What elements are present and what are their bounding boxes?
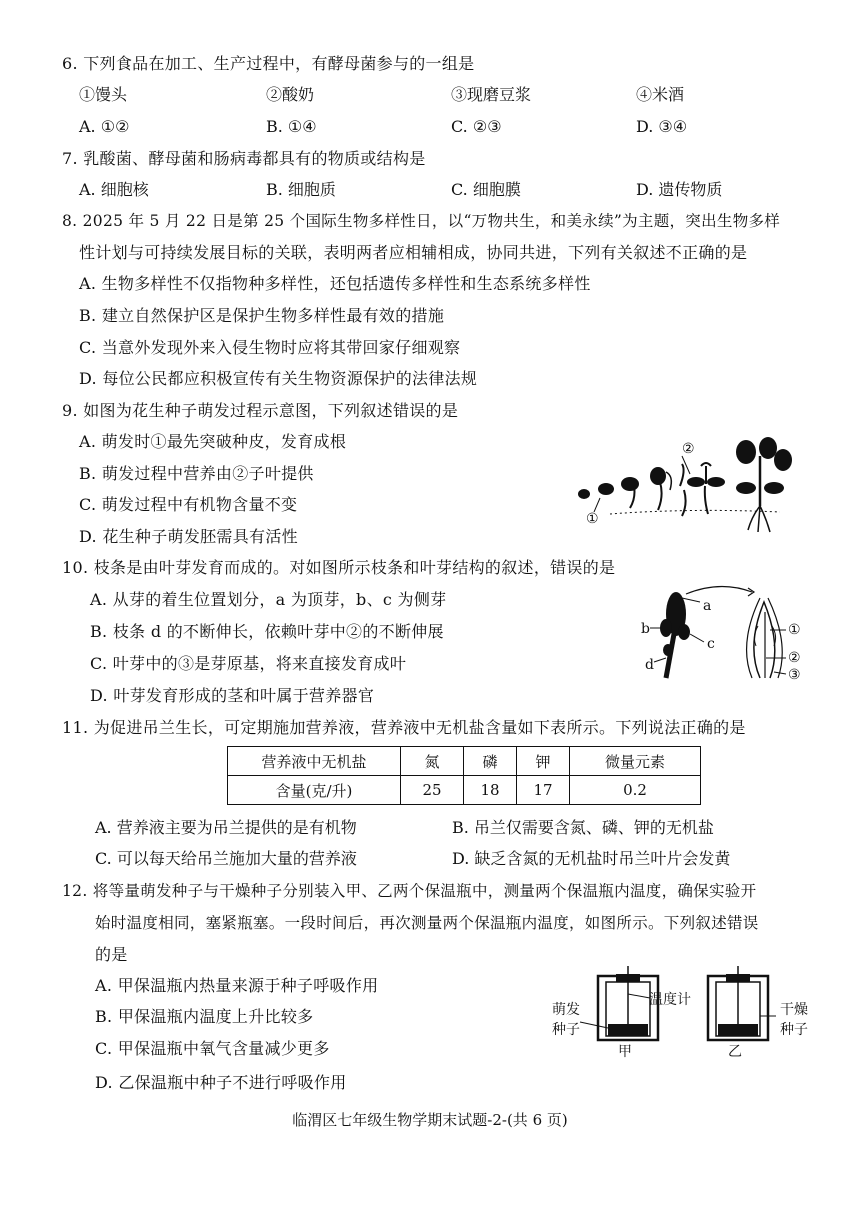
q9-option-c: C. 萌发过程中有机物含量不变: [79, 495, 298, 514]
table-header-row: [228, 747, 701, 776]
q12-label-dry-top: 干燥: [780, 1002, 808, 1018]
q10-label-d: d: [645, 657, 654, 673]
q8-stem-line-2: 性计划与可持续发展目标的关联，表明两者应相辅相成，协同共进，下列有关叙述不正确的是: [79, 243, 748, 262]
q11-option-d: D. 缺乏含氮的无机盐时吊兰叶片会发黄: [452, 849, 731, 868]
nutrient-table: [227, 746, 701, 805]
q7-option-d: D. 遗传物质: [636, 180, 723, 199]
q12-label-germinating-top: 萌发: [552, 1002, 580, 1018]
q10-label-a: a: [703, 598, 712, 614]
q6-item-4: ④米酒: [636, 85, 685, 104]
q6-item-2: ②酸奶: [266, 85, 315, 104]
q8-option-d: D. 每位公民都应积极宣传有关生物资源保护的法律法规: [79, 369, 478, 388]
q12-label-jar-yi: 乙: [728, 1044, 742, 1060]
q8-option-a: A. 生物多样性不仅指物种多样性，还包括遗传多样性和生态系统多样性: [79, 274, 591, 293]
q11-option-c: C. 可以每天给吊兰施加大量的营养液: [95, 849, 357, 868]
q9-label-radicle: ①: [586, 511, 599, 527]
q7-option-b: B. 细胞质: [266, 180, 336, 199]
q9-option-d: D. 花生种子萌发胚需具有活性: [79, 527, 298, 546]
table-header-cell: 氮: [401, 747, 464, 776]
q8-option-b: B. 建立自然保护区是保护生物多样性最有效的措施: [79, 306, 445, 325]
q10-label-2: ②: [788, 650, 801, 666]
q9-option-b: B. 萌发过程中营养由②子叶提供: [79, 464, 314, 483]
table-cell: 0.2: [570, 776, 701, 805]
q10-option-a: A. 从芽的着生位置划分，a 为顶芽，b、c 为侧芽: [90, 590, 447, 609]
q6-option-c: C. ②③: [451, 117, 502, 136]
q12-stem-line-2: 始时温度相同，塞紧瓶塞。一段时间后，再次测量两个保温瓶内温度，如图所示。下列叙述错误: [95, 914, 759, 932]
q12-label-thermometer: 温度计: [649, 992, 691, 1008]
q12-option-c: C. 甲保温瓶中氧气含量减少更多: [95, 1039, 330, 1058]
table-cell: 含量(克/升): [228, 776, 401, 805]
table-header-cell: 营养液中无机盐: [228, 747, 401, 776]
table-header-cell: 微量元素: [570, 747, 701, 776]
q9-label-cotyledon: ②: [682, 441, 695, 457]
q11-option-b: B. 吊兰仅需要含氮、磷、钾的无机盐: [452, 818, 714, 837]
table-header-cell: 钾: [517, 747, 570, 776]
q9-option-a: A. 萌发时①最先突破种皮，发育成根: [79, 432, 347, 451]
q12-option-a: A. 甲保温瓶内热量来源于种子呼吸作用: [95, 976, 379, 995]
q6-option-d: D. ③④: [636, 117, 688, 136]
q12-option-d: D. 乙保温瓶中种子不进行呼吸作用: [95, 1073, 347, 1092]
q10-label-1: ①: [788, 622, 801, 638]
q10-option-c: C. 叶芽中的③是芽原基，将来直接发育成叶: [90, 654, 407, 673]
q10-label-b: b: [641, 621, 650, 637]
q10-option-d: D. 叶芽发育形成的茎和叶属于营养器官: [90, 686, 375, 705]
table-cell: 25: [401, 776, 464, 805]
table-cell: 17: [517, 776, 570, 805]
q10-label-c: c: [707, 636, 715, 652]
q8-stem-line-1: 8. 2025 年 5 月 22 日是第 25 个国际生物多样性日，以“万物共生，和美永续”为主题，突出生物多样: [62, 212, 781, 230]
q6-item-3: ③现磨豆浆: [451, 85, 532, 104]
q10-label-3: ③: [788, 667, 801, 683]
table-header-cell: 磷: [464, 747, 517, 776]
q6-stem: 6. 下列食品在加工、生产过程中，有酵母菌参与的一组是: [62, 54, 475, 73]
q8-option-c: C. 当意外发现外来入侵生物时应将其带回家仔细观察: [79, 338, 461, 357]
q12-label-jar-jia: 甲: [618, 1044, 632, 1060]
q6-item-1: ①馒头: [79, 85, 128, 104]
page-footer: 临渭区七年级生物学期末试题-2-(共 6 页): [292, 1111, 568, 1129]
table-row: [228, 776, 701, 805]
q10-stem: 10. 枝条是由叶芽发育而成的。对如图所示枝条和叶芽结构的叙述，错误的是: [62, 558, 616, 577]
q7-stem: 7. 乳酸菌、酵母菌和肠病毒都具有的物质或结构是: [62, 149, 426, 168]
q6-option-b: B. ①④: [266, 117, 317, 136]
q12-stem-line-3: 的是: [95, 945, 128, 964]
q11-stem: 11. 为促进吊兰生长，可定期施加营养液，营养液中无机盐含量如下表所示。下列说法正确的是: [62, 718, 746, 737]
q12-option-b: B. 甲保温瓶内温度上升比较多: [95, 1007, 314, 1026]
q10-option-b: B. 枝条 d 的不断伸长，依赖叶芽中②的不断伸展: [90, 622, 444, 641]
q7-option-a: A. 细胞核: [79, 180, 149, 199]
table-cell: 18: [464, 776, 517, 805]
q12-label-dry-bottom: 种子: [780, 1022, 808, 1038]
q11-option-a: A. 营养液主要为吊兰提供的是有机物: [95, 818, 357, 837]
q9-stem: 9. 如图为花生种子萌发过程示意图，下列叙述错误的是: [62, 401, 459, 420]
q12-label-germinating-bottom: 种子: [552, 1022, 580, 1038]
q12-stem-line-1: 12. 将等量萌发种子与干燥种子分别装入甲、乙两个保温瓶中，测量两个保温瓶内温度，确保实验开: [62, 882, 757, 900]
q6-option-a: A. ①②: [79, 117, 130, 136]
q7-option-c: C. 细胞膜: [451, 180, 521, 199]
